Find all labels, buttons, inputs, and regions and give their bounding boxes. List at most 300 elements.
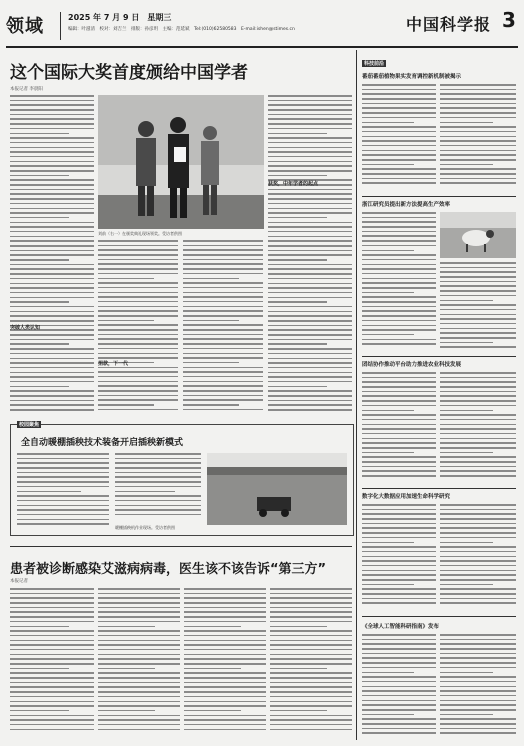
text-line <box>268 217 327 219</box>
text-line <box>268 358 352 360</box>
text-line <box>10 133 69 135</box>
text-line <box>115 453 201 455</box>
text-line <box>98 263 178 265</box>
text-line <box>270 696 352 698</box>
text-line <box>184 677 266 679</box>
text-line <box>440 84 516 86</box>
text-line <box>362 593 436 595</box>
text-line <box>268 226 352 228</box>
text-line <box>98 353 178 355</box>
text-line <box>362 414 436 416</box>
text-line <box>98 259 178 261</box>
text-line <box>10 353 94 355</box>
text-line <box>440 377 516 379</box>
text-line <box>10 616 94 618</box>
text-line <box>17 500 109 502</box>
text-line <box>10 644 94 646</box>
text-line <box>440 154 516 156</box>
text-line <box>268 231 352 233</box>
text-line <box>115 500 201 502</box>
text-line <box>98 658 180 660</box>
text-line <box>362 447 436 449</box>
bottom-article-title: 患者被诊断感染艾滋病病毒，医生该不该告诉“第三方” <box>10 562 327 577</box>
text-line <box>184 658 266 660</box>
text-line <box>10 409 94 411</box>
text-line <box>362 686 436 688</box>
text-line <box>183 367 263 369</box>
text-line <box>184 672 266 674</box>
text-line <box>10 343 69 345</box>
text-line <box>362 648 436 650</box>
text-line <box>183 310 263 312</box>
text-line <box>183 385 263 387</box>
text-line <box>183 254 263 256</box>
text-line <box>440 112 516 114</box>
text-line <box>440 714 493 716</box>
text-line <box>440 537 516 539</box>
right-item-2-photo <box>440 212 516 258</box>
text-line <box>440 285 516 287</box>
text-line <box>440 318 516 320</box>
text-line <box>440 653 516 655</box>
text-line <box>10 306 94 308</box>
column-divider <box>356 50 357 740</box>
text-line <box>98 334 178 336</box>
text-line <box>268 203 352 205</box>
text-line <box>183 409 263 411</box>
right-item-5-body-b <box>440 634 516 738</box>
text-line <box>362 542 414 544</box>
text-line <box>10 95 94 97</box>
text-line <box>362 112 436 114</box>
text-line <box>440 438 516 440</box>
issue-date: 2025 年 7 月 9 日 星期三 <box>68 13 172 22</box>
text-line <box>362 456 436 458</box>
text-line <box>268 151 352 153</box>
text-line <box>440 400 516 402</box>
text-line <box>440 164 493 166</box>
text-line <box>440 676 516 678</box>
text-line <box>183 249 263 251</box>
text-line <box>183 282 263 284</box>
text-line <box>17 462 109 464</box>
text-line <box>362 565 436 567</box>
text-line <box>362 84 436 86</box>
text-line <box>362 339 436 341</box>
text-line <box>184 696 266 698</box>
text-line <box>362 728 436 730</box>
text-line <box>10 240 94 242</box>
text-line <box>184 701 266 703</box>
text-line <box>270 654 352 656</box>
text-line <box>183 324 263 326</box>
text-line <box>440 337 516 339</box>
text-line <box>183 404 239 406</box>
text-line <box>440 686 516 688</box>
text-line <box>440 89 516 91</box>
text-line <box>98 588 180 590</box>
text-line <box>98 254 178 256</box>
text-line <box>362 433 436 435</box>
text-line <box>268 222 352 224</box>
text-line <box>268 109 352 111</box>
text-line <box>440 556 516 558</box>
text-line <box>440 732 516 734</box>
text-line <box>184 729 266 731</box>
text-line <box>183 240 263 242</box>
text-line <box>440 593 516 595</box>
text-line <box>440 332 516 334</box>
text-line <box>10 287 94 289</box>
text-line <box>268 198 352 200</box>
text-line <box>268 287 352 289</box>
right-divider-2 <box>362 356 516 357</box>
text-line <box>270 710 327 712</box>
text-line <box>183 287 263 289</box>
text-line <box>362 221 436 223</box>
text-line <box>184 668 241 670</box>
text-line <box>10 672 94 674</box>
text-line <box>98 399 178 401</box>
text-line <box>10 273 94 275</box>
text-line <box>10 626 69 628</box>
text-line <box>98 315 178 317</box>
text-line <box>10 315 94 317</box>
text-line <box>184 602 266 604</box>
text-line <box>440 542 493 544</box>
text-line <box>362 709 436 711</box>
text-line <box>268 297 352 299</box>
text-line <box>268 329 352 331</box>
text-line <box>10 367 94 369</box>
text-line <box>183 273 263 275</box>
text-line <box>440 662 516 664</box>
text-line <box>10 142 94 144</box>
text-line <box>362 159 436 161</box>
right-item-title-3: 团结协作推动平台助力推进农业科技发展 <box>362 362 462 368</box>
text-line <box>362 690 436 692</box>
text-line <box>10 193 94 195</box>
text-line <box>17 467 109 469</box>
text-line <box>362 714 414 716</box>
text-line <box>183 399 263 401</box>
text-line <box>362 723 436 725</box>
text-line <box>183 343 263 345</box>
text-line <box>268 245 352 247</box>
text-line <box>183 245 263 247</box>
text-line <box>10 400 94 402</box>
text-line <box>440 168 516 170</box>
campus-box-title: 全自动暖棚插秧技术装备开启插秧新模式 <box>21 438 184 448</box>
text-line <box>440 314 516 316</box>
text-line <box>440 300 493 302</box>
text-line <box>362 154 436 156</box>
right-item-title-2: 浙江研究员提出新方法提高生产效率 <box>362 202 451 208</box>
text-line <box>270 621 352 623</box>
text-line <box>183 329 263 331</box>
text-line <box>362 391 436 393</box>
text-line <box>10 686 94 688</box>
text-line <box>362 377 436 379</box>
text-line <box>362 509 436 511</box>
right-item-5-body-a <box>362 634 436 738</box>
text-line <box>17 519 109 521</box>
text-line <box>440 414 516 416</box>
text-line <box>184 686 266 688</box>
text-line <box>98 409 178 411</box>
text-line <box>183 353 263 355</box>
text-line <box>268 390 352 392</box>
text-line <box>362 264 436 266</box>
text-line <box>17 495 109 497</box>
text-line <box>362 570 436 572</box>
text-line <box>440 588 516 590</box>
text-line <box>362 173 436 175</box>
text-line <box>268 236 352 238</box>
text-line <box>362 93 436 95</box>
text-line <box>184 626 241 628</box>
campus-box <box>10 424 354 536</box>
text-line <box>98 240 178 242</box>
text-line <box>184 616 266 618</box>
text-line <box>98 287 178 289</box>
text-line <box>362 178 436 180</box>
right-item-2-body-a <box>362 212 436 352</box>
text-line <box>268 381 352 383</box>
text-line <box>17 505 109 507</box>
text-line <box>440 639 516 641</box>
text-line <box>10 724 94 726</box>
text-line <box>440 598 516 600</box>
right-item-4-body-a <box>362 504 436 612</box>
text-line <box>362 667 436 669</box>
text-line <box>10 362 94 364</box>
text-line <box>10 372 94 374</box>
text-line <box>183 320 239 322</box>
text-line <box>440 681 516 683</box>
text-line <box>10 114 94 116</box>
lead-article-byline: 本报记者 李晨阳 <box>10 87 43 92</box>
text-line <box>98 249 178 251</box>
text-line <box>362 657 436 659</box>
text-line <box>115 491 175 493</box>
text-line <box>362 329 436 331</box>
text-line <box>270 658 352 660</box>
text-line <box>10 663 94 665</box>
text-line <box>362 518 436 520</box>
text-line <box>10 109 94 111</box>
text-line <box>17 453 109 455</box>
text-line <box>183 268 263 270</box>
text-line <box>98 306 178 308</box>
text-line <box>115 486 201 488</box>
text-line <box>183 301 263 303</box>
text-line <box>268 362 352 364</box>
text-line <box>362 140 436 142</box>
text-line <box>362 579 436 581</box>
text-line <box>98 296 178 298</box>
text-line <box>184 588 266 590</box>
text-line <box>10 236 94 238</box>
text-line <box>268 264 352 266</box>
text-line <box>10 729 94 731</box>
right-item-title-1: 番茄番茄植物果实发育调控新机制被揭示 <box>362 74 462 80</box>
text-line <box>268 142 352 144</box>
text-line <box>270 616 352 618</box>
text-line <box>10 668 69 670</box>
text-line <box>362 315 436 317</box>
text-line <box>10 198 94 200</box>
page-number: 3 <box>502 8 516 32</box>
text-line <box>440 523 516 525</box>
text-line <box>440 140 516 142</box>
text-line <box>270 668 327 670</box>
text-line <box>184 597 266 599</box>
text-line <box>10 208 94 210</box>
text-line <box>270 640 352 642</box>
text-line <box>362 136 436 138</box>
text-line <box>10 705 94 707</box>
text-line <box>362 325 436 327</box>
text-line <box>268 100 352 102</box>
text-line <box>98 268 178 270</box>
text-line <box>184 649 266 651</box>
text-line <box>98 621 180 623</box>
text-line <box>98 245 178 247</box>
text-line <box>98 626 155 628</box>
text-line <box>270 649 352 651</box>
right-item-2-body-b <box>440 262 516 352</box>
text-line <box>362 182 436 184</box>
text-line <box>362 282 436 284</box>
text-line <box>362 278 436 280</box>
text-line <box>362 254 436 256</box>
lead-article-photo <box>98 95 264 229</box>
text-line <box>115 467 201 469</box>
text-line <box>362 598 436 600</box>
text-line <box>10 682 94 684</box>
text-line <box>183 376 263 378</box>
text-line <box>268 334 352 336</box>
text-line <box>440 546 516 548</box>
text-line <box>362 718 436 720</box>
text-line <box>362 662 436 664</box>
lead-article-body-col3 <box>183 240 263 418</box>
text-line <box>268 376 352 378</box>
text-line <box>98 320 154 322</box>
text-line <box>17 514 109 516</box>
text-line <box>270 630 352 632</box>
text-line <box>98 640 180 642</box>
text-line <box>362 145 436 147</box>
text-line <box>362 704 436 706</box>
text-line <box>440 131 516 133</box>
text-line <box>98 310 178 312</box>
text-line <box>10 621 94 623</box>
text-line <box>362 588 436 590</box>
text-line <box>98 644 180 646</box>
text-line <box>268 301 327 303</box>
text-line <box>440 342 493 344</box>
text-line <box>98 404 154 406</box>
text-line <box>362 343 436 345</box>
text-line <box>362 122 414 124</box>
text-line <box>10 658 94 660</box>
text-line <box>440 574 516 576</box>
text-line <box>440 513 516 515</box>
text-line <box>362 639 436 641</box>
text-line <box>362 584 414 586</box>
text-line <box>98 593 180 595</box>
text-line <box>440 126 516 128</box>
text-line <box>362 546 436 548</box>
text-line <box>268 353 352 355</box>
text-line <box>440 470 516 472</box>
text-line <box>115 472 201 474</box>
text-line <box>10 212 94 214</box>
text-line <box>440 565 516 567</box>
text-line <box>10 259 69 261</box>
text-line <box>440 386 516 388</box>
text-line <box>268 208 352 210</box>
text-line <box>362 231 436 233</box>
text-line <box>184 663 266 665</box>
text-line <box>440 518 516 520</box>
text-line <box>115 462 201 464</box>
text-line <box>440 98 516 100</box>
text-line <box>98 719 180 721</box>
text-line <box>362 461 436 463</box>
text-line <box>362 292 414 294</box>
text-line <box>362 98 436 100</box>
right-item-1-body-a <box>362 84 436 192</box>
text-line <box>184 691 266 693</box>
text-line <box>270 719 352 721</box>
text-line <box>10 203 94 205</box>
lead-subhead-2: 获奖，中年学者的起点 <box>268 181 319 187</box>
bottom-article-body-col3 <box>184 588 266 738</box>
text-line <box>268 278 352 280</box>
text-line <box>362 89 436 91</box>
text-line <box>362 470 436 472</box>
text-line <box>17 491 81 493</box>
text-line <box>10 348 94 350</box>
text-line <box>10 390 94 392</box>
text-line <box>268 170 352 172</box>
text-line <box>362 700 436 702</box>
text-line <box>440 178 516 180</box>
text-line <box>440 504 516 506</box>
text-line <box>362 310 436 312</box>
text-line <box>10 179 94 181</box>
text-line <box>440 93 516 95</box>
text-line <box>10 184 94 186</box>
text-line <box>10 283 94 285</box>
text-line <box>115 481 201 483</box>
text-line <box>440 560 516 562</box>
text-line <box>10 386 69 388</box>
text-line <box>362 428 436 430</box>
lead-subhead-3: 捐款，下一代 <box>98 361 129 367</box>
text-line <box>10 226 94 228</box>
text-line <box>268 306 352 308</box>
text-line <box>440 475 516 477</box>
right-item-1-body-b <box>440 84 516 192</box>
text-line <box>268 189 352 191</box>
text-line <box>268 104 352 106</box>
text-line <box>184 635 266 637</box>
text-line <box>362 574 436 576</box>
